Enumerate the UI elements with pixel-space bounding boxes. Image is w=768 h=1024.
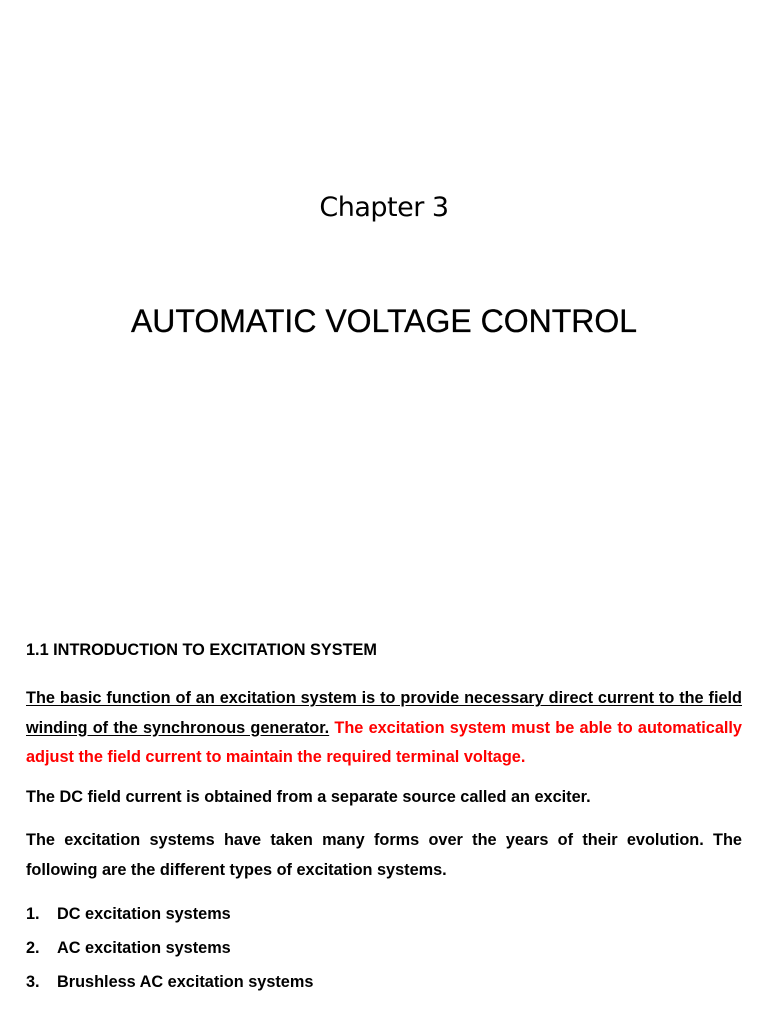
exciter-paragraph: The DC field current is obtained from a separate source called an exciter. [26,787,591,806]
excitation-types-list [26,897,742,999]
intro-paragraph [26,684,742,773]
list-item-number: 2. [26,938,40,957]
list-item [26,931,742,965]
list-item-label: DC excitation systems [57,904,231,923]
chapter-heading: Chapter 3 [319,192,449,223]
red-highlight-text: The excitation system must be able to automatically adjust the field current to maintain the required terminal voltage. [26,718,742,766]
list-item-label: AC excitation systems [57,938,231,957]
list-item [26,965,742,999]
list-item-number: 1. [26,904,40,923]
list-item-label: Brushless AC excitation systems [57,972,314,991]
list-item [26,897,742,931]
list-item-number: 3. [26,972,40,991]
main-title: AUTOMATIC VOLTAGE CONTROL [130,303,638,339]
section-content [26,640,742,999]
section-heading: 1.1 INTRODUCTION TO EXCITATION SYSTEM [26,641,377,659]
underlined-definition: The basic function of an excitation system is to provide necessary direct current to the field winding of the synchronous generator. [26,689,742,737]
evolution-paragraph: The excitation systems have taken many forms over the years of their evolution. The following are the different types of excitation systems. [26,830,742,879]
